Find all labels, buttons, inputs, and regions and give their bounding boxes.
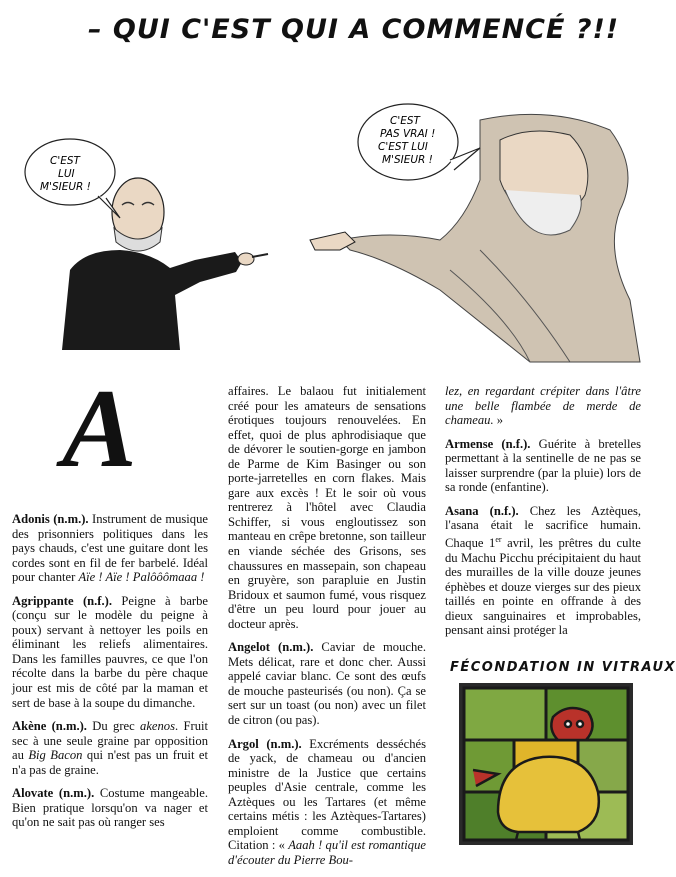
- entry-angelot: [228, 640, 426, 727]
- def-armense: Guérite à bretelles permettant à la sentinelle de ne pas se laisser surprendre (par la pluie) lors de sa ronde (enfantine).: [445, 436, 641, 495]
- illustration-creation-parody: [10, 100, 640, 362]
- headline: – QUI C'EST QUI A COMMENCÉ ?!!: [88, 14, 620, 45]
- term-alovate: Alovate (n.m.).: [12, 786, 95, 801]
- def-agrippante: Peigne à barbe (conçu sur le modèle du peigne à poux) servant à nettoyer les poils en éliminant les reliefs alimentaires. Dans les familles pauvres, ce que l'on récolte dans la barbe du père chaque jour est mis de côté par la maman et sert de base à la soupe du dimanche.: [12, 593, 208, 710]
- entry-alovate-cont: affaires. Le balaou fut initialement créé pour les amateurs de sensations érotiques toujours renouvelées. En effet, quoi de plus aphrodisiaque que de dévorer le soutien-gorge en jambon de Parme de Kim Basinger ou son porte-jarretelles en corn flakes. Mais gare aux excès ! Et le soir où vous rentrerez à l'hôtel avec Claudia Schiffer, si vous engloutissez son manteau en crêpe bretonne, son tailleur en viande séchée des Grisons, ses chaussures en massepain, son chapeau en gruyère, son parapluie en Justin Bridoux et saumon fumé, vous risquez d'être un peu lourd pour jouer au docteur après.: [228, 384, 426, 631]
- entry-agrippante: [12, 594, 208, 710]
- term-akene: Akène (n.m.).: [12, 719, 87, 734]
- term-argol: Argol (n.m.).: [228, 736, 302, 751]
- bubble-left-line-3: M'SIEUR !: [40, 181, 91, 193]
- bubble-right-line-3: C'EST LUI: [378, 141, 428, 153]
- def-angelot: Caviar de mouche. Mets délicat, rare et donc cher. Aussi appelé caviar blanc. Ce sont des œufs de mouche pasteurisés (ou non). Ça se sert sur un toast (ou non) avec un filet de citron (ou pas).: [228, 640, 426, 728]
- def-argol-end: »: [493, 413, 504, 428]
- section-letter: A: [62, 367, 137, 491]
- def-argol-1: Excréments desséchés de yack, de chameau ou d'ancien ministre de la Justice que certains peuples d'Asie centrale, comme les Aztèques ou les Tartares (et même certains métis : les Aztèques-Tartares) emploient comme combustible. Citation : «: [228, 736, 426, 853]
- def-akene-2: akenos: [140, 719, 176, 734]
- def-adonis-quote: Aïe ! Aïe ! Palôôômaaa !: [78, 570, 205, 585]
- bubble-right-line-1: C'EST: [390, 115, 420, 127]
- term-armense: Armense (n.f.).: [445, 436, 531, 451]
- def-akene-3: . Fruit sec à une seule graine par opposition au: [12, 719, 208, 763]
- term-asana: Asana (n.f.).: [445, 503, 519, 518]
- vitraux-caption: FÉCONDATION IN VITRAUX: [450, 660, 676, 675]
- entry-alovate: [12, 786, 208, 830]
- def-akene-5: qui n'est pas un fruit et n'a pas de graine.: [12, 748, 208, 777]
- bubble-right-line-4: M'SIEUR !: [382, 154, 433, 166]
- term-adonis: Adonis (n.m.).: [12, 512, 89, 526]
- bubble-left-line-1: C'EST: [50, 155, 80, 167]
- bubble-right-line-2: PAS VRAI !: [380, 128, 436, 140]
- def-akene-1: Du grec: [86, 719, 141, 734]
- def-asana-sup: er: [495, 534, 502, 544]
- def-adonis: Instrument de musique des prisonniers politiques dans les pays chauds, c'est une guitare dont les cordes sont en fil de fer barbelé. Idéal pour chanter: [12, 512, 208, 585]
- stained-glass-illustration: [458, 682, 634, 846]
- bubble-left-line-2: LUI: [58, 168, 75, 180]
- def-argol-cont: lez, en regardant crépiter dans l'âtre une belle flambée de merde de chameau.: [445, 384, 641, 428]
- def-asana-2: avril, les prêtres du culte du Machu Picchu précipitaient du haut des murailles de la ville douze jeunes éphèbes et douze vierges sur des pieux taillés en pointe en offrande à des dieux sanguinaires et improbables, pensant ainsi protéger la: [445, 536, 641, 638]
- entry-argol: [228, 737, 426, 868]
- column-1: [12, 512, 208, 839]
- statesman-figure: [62, 178, 268, 350]
- entry-asana: [445, 504, 641, 638]
- term-angelot: Angelot (n.m.).: [228, 640, 314, 655]
- def-argol-2: Aaah ! qu'il est romantique d'écouter du Pierre Bou-: [228, 838, 426, 867]
- entry-armense: [445, 437, 641, 495]
- column-3: [445, 384, 641, 647]
- entry-argol-cont: [445, 384, 641, 428]
- term-agrippante: Agrippante (n.f.).: [12, 593, 112, 608]
- def-alovate: Costume mangeable. Bien pratique lorsqu'on va nager et qu'on ne sait pas où ranger ses: [12, 786, 208, 830]
- column-2: [228, 384, 426, 877]
- def-asana-1: Chez les Aztèques, l'asana était le sacrifice humain. Chaque 1: [445, 503, 641, 551]
- def-akene-4: Big Bacon: [28, 748, 83, 763]
- entry-adonis: [12, 512, 208, 585]
- entry-akene: [12, 719, 208, 777]
